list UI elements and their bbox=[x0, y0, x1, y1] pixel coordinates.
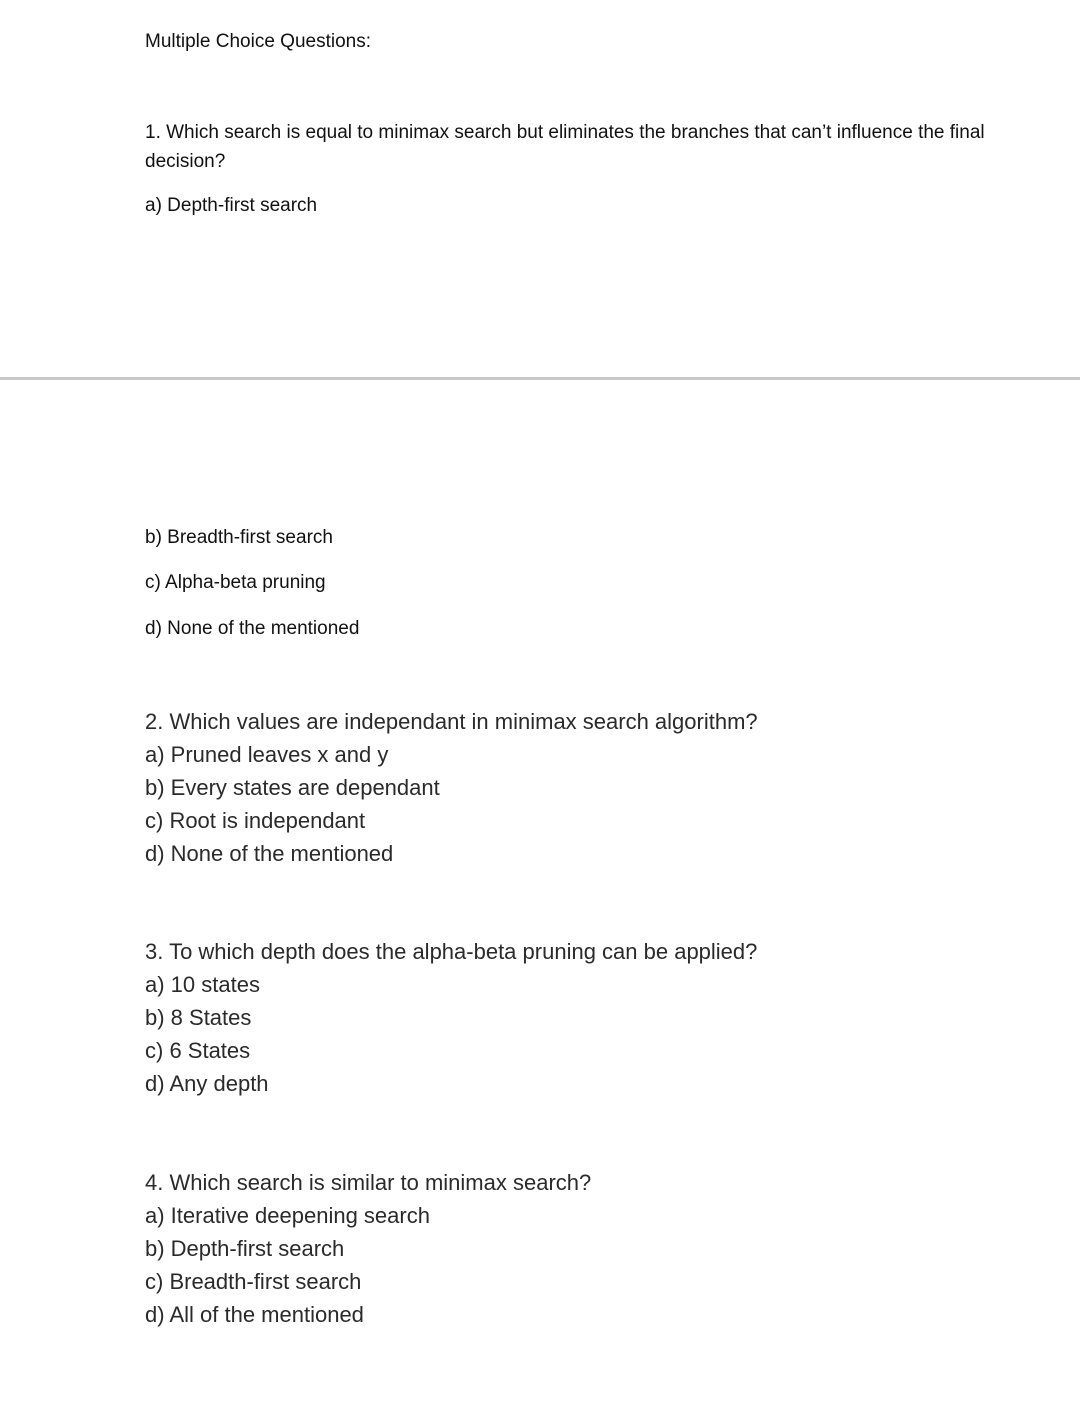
q4-option-a: a) Iterative deepening search bbox=[145, 1203, 430, 1228]
q1-option-d: d) None of the mentioned bbox=[145, 618, 360, 639]
question-3-text: 3. To which depth does the alpha-beta pruning can be applied? bbox=[145, 939, 758, 964]
q3-option-a: a) 10 states bbox=[145, 972, 260, 997]
q3-option-b: b) 8 States bbox=[145, 1005, 252, 1030]
q4-option-d: d) All of the mentioned bbox=[145, 1302, 364, 1327]
page-one bbox=[0, 0, 1080, 378]
q3-option-c: c) 6 States bbox=[145, 1038, 251, 1063]
q2-option-b: b) Every states are dependant bbox=[145, 775, 440, 800]
q4-option-b: b) Depth-first search bbox=[145, 1236, 345, 1261]
question-4-text: 4. Which search is similar to minimax search? bbox=[145, 1170, 592, 1195]
q2-option-a: a) Pruned leaves x and y bbox=[145, 742, 389, 767]
question-1-text: 1. Which search is equal to minimax search but eliminates the branches that can’t influence the final decision? bbox=[145, 122, 985, 172]
q1-option-a: a) Depth-first search bbox=[145, 195, 318, 216]
q2-option-c: c) Root is independant bbox=[145, 808, 366, 833]
q3-option-d: d) Any depth bbox=[145, 1071, 269, 1096]
q1-option-b: b) Breadth-first search bbox=[145, 527, 333, 548]
question-2-text: 2. Which values are independant in minimax search algorithm? bbox=[145, 709, 758, 734]
section-heading: Multiple Choice Questions: bbox=[145, 31, 371, 52]
q4-option-c: c) Breadth-first search bbox=[145, 1269, 362, 1294]
page-break-divider bbox=[0, 377, 1080, 380]
q1-option-c: c) Alpha-beta pruning bbox=[145, 572, 326, 593]
q2-option-d: d) None of the mentioned bbox=[145, 841, 394, 866]
